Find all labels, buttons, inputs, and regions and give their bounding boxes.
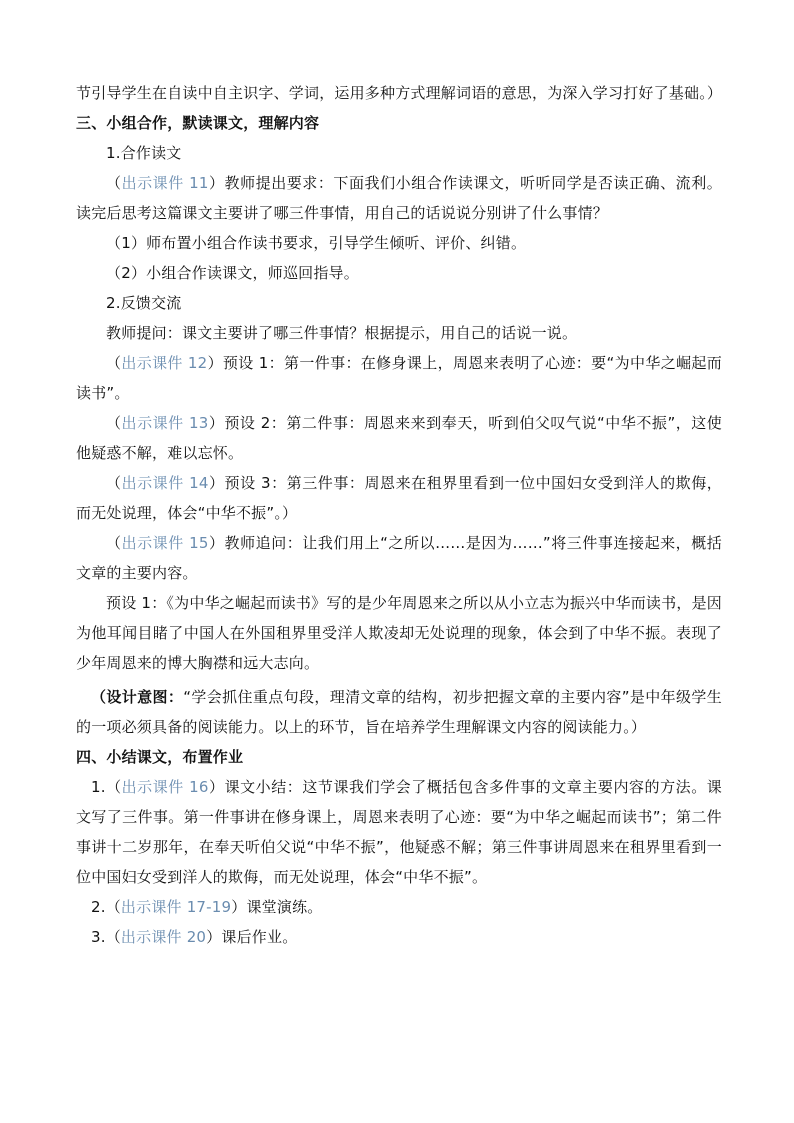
courseware-17-19-link[interactable]: 出示课件 17-19: [120, 898, 232, 916]
paragraph-courseware-12: [76, 348, 722, 408]
courseware-16-prefix: 1.（: [91, 778, 122, 796]
courseware-16-text: ）课文小结：这节课我们学会了概括包含多件事的文章主要内容的方法。课文写了三件事。第一件事讲在修身课上，周恩来表明了心迹：要“为中华之崛起而读书”；第二件事讲十二岁那年，在奉天听伯父说“中华不振”，他疑惑不解；第三件事讲周恩来在租界里看到一位中国妇女受到洋人的欺侮，而无处说理，体会“中华不振”。: [76, 778, 722, 886]
list-item-1: （1）师布置小组合作读书要求，引导学生倾听、评价、纠错。: [106, 234, 527, 252]
courseware-11-link[interactable]: 出示课件 11: [121, 174, 209, 192]
design-intent-paragraph: [76, 682, 722, 742]
courseware-12-link[interactable]: 出示课件 12: [121, 354, 208, 372]
courseware-20-text: ）课后作业。: [206, 928, 298, 946]
courseware-13-link[interactable]: 出示课件 13: [121, 414, 209, 432]
courseware-16-link[interactable]: 出示课件 16: [121, 778, 209, 796]
courseware-11-text: ）教师提出要求：下面我们小组合作读课文，听听同学是否读正确、流利。读完后思考这篇课文主要讲了哪三件事情，用自己的话说说分别讲了什么事情？: [76, 174, 722, 222]
paragraph-courseware-14: [76, 468, 722, 528]
courseware-13-text: ）预设 2：第二件事：周恩来来到奉天，听到伯父叹气说“中华不振”，这使他疑惑不解，难以忘怀。: [76, 414, 723, 462]
courseware-14-link[interactable]: 出示课件 14: [121, 474, 209, 492]
design-intent-label: （设计意图：: [91, 688, 184, 706]
document-body: [76, 78, 722, 952]
paragraph-courseware-11: [76, 168, 722, 228]
paragraph-courseware-20: [76, 922, 722, 952]
courseware-14-text: ）预设 3：第三件事：周恩来在租界里看到一位中国妇女受到洋人的欺侮，而无处说理，体会“中华不振”。）: [76, 474, 722, 522]
subheading-cooperative-reading: 1.合作读文: [106, 144, 182, 162]
courseware-17-prefix: 2.（: [91, 898, 121, 916]
open-paren: （: [106, 534, 122, 552]
paragraph-courseware-16: [76, 772, 722, 892]
courseware-15-link[interactable]: 出示课件 15: [121, 534, 209, 552]
paragraph-courseware-17-19: [76, 892, 722, 922]
paragraph-courseware-13: [76, 408, 722, 468]
section-heading-3: 三、小组合作，默读课文，理解内容: [76, 114, 320, 132]
open-paren: （: [106, 474, 122, 492]
paragraph-courseware-15: [76, 528, 722, 588]
open-paren: （: [106, 354, 122, 372]
open-paren: （: [106, 414, 122, 432]
preset-paragraph: 预设 1：《为中华之崛起而读书》写的是少年周恩来之所以从小立志为振兴中华而读书，是因为他耳闻目睹了中国人在外国租界里受洋人欺凌却无处说理的现象，体会到了中华不振。表现了少年周恩来的博大胸襟和远大志向。: [76, 594, 722, 672]
courseware-15-text: ）教师追问：让我们用上“之所以……是因为……”将三件事连接起来，概括文章的主要内容。: [76, 534, 722, 582]
teacher-question: 教师提问：课文主要讲了哪三件事情？根据提示，用自己的话说一说。: [106, 324, 578, 342]
courseware-20-link[interactable]: 出示课件 20: [120, 928, 207, 946]
courseware-17-text: ）课堂演练。: [231, 898, 323, 916]
list-item-2: （2）小组合作读课文，师巡回指导。: [106, 264, 359, 282]
courseware-12-text: ）预设 1：第一件事：在修身课上，周恩来表明了心迹：要“为中华之崛起而读书”。: [76, 354, 722, 402]
section-heading-4: 四、小结课文，布置作业: [76, 748, 244, 766]
intro-paragraph: 节引导学生在自读中自主识字、学词，运用多种方式理解词语的意思，为深入学习打好了基础。）: [76, 84, 723, 102]
courseware-20-prefix: 3.（: [91, 928, 121, 946]
design-intent-text: “学会抓住重点句段，理清文章的结构，初步把握文章的主要内容”是中年级学生的一项必须具备的阅读能力。以上的环节，旨在培养学生理解课文内容的阅读能力。）: [76, 688, 722, 736]
subheading-feedback: 2.反馈交流: [106, 294, 182, 312]
open-paren: （: [106, 174, 122, 192]
